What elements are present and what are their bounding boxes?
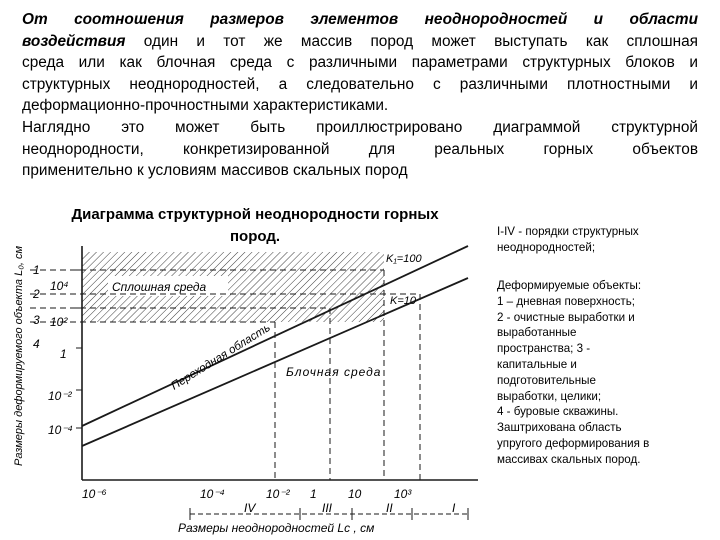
intro-paragraph bbox=[22, 9, 698, 182]
x-tick-label: 1 bbox=[310, 487, 317, 501]
paragraph-line-1: От соотношения размеров элементов неоднородностей и области bbox=[22, 11, 698, 28]
legend-objects-line: выработки, целики; bbox=[497, 389, 602, 403]
y-tick-label: 10² bbox=[50, 315, 68, 329]
paragraph-line-2: воздействия один и тот же массив пород может выступать как сплошная bbox=[22, 32, 698, 50]
object-level-1: 1 bbox=[33, 263, 40, 277]
order-IV: IV bbox=[244, 501, 256, 515]
object-level-4: 4 bbox=[33, 337, 40, 351]
y-tick-label: 10⁻² bbox=[48, 389, 72, 403]
object-level-3: 3 bbox=[33, 313, 40, 327]
legend-objects-line: капитальные и bbox=[497, 357, 577, 371]
paragraph-line-7: неоднородности, конкретизированной для реальных горных объектов bbox=[22, 140, 698, 158]
legend-objects bbox=[497, 278, 702, 468]
block-medium-label: Блочная среда bbox=[286, 365, 382, 379]
legend-objects-line: массивах скальных пород. bbox=[497, 452, 641, 466]
continuous-medium-label: Сплошная среда bbox=[112, 280, 207, 294]
diagram-title-line-2: пород. bbox=[229, 228, 281, 245]
transition-region-label: Переходная область bbox=[169, 321, 273, 393]
legend-objects-line: Заштрихована область bbox=[497, 421, 622, 435]
x-tick-label: 10⁻⁴ bbox=[200, 487, 225, 501]
x-axis-label: Размеры неоднородностей Lс , см bbox=[178, 521, 375, 535]
x-tick-label: 10³ bbox=[394, 487, 412, 501]
legend-objects-line: выработанные bbox=[497, 326, 577, 340]
legend-orders-line-2: неоднородностей; bbox=[497, 240, 596, 254]
x-tick-label: 10 bbox=[348, 487, 362, 501]
y-tick-label: 10⁻⁴ bbox=[48, 423, 73, 437]
order-II: II bbox=[386, 501, 393, 515]
object-level-2: 2 bbox=[33, 287, 40, 301]
order-III: III bbox=[322, 501, 333, 515]
legend-objects-line: подготовительные bbox=[497, 373, 596, 387]
legend-objects-line: упругого деформирования в bbox=[497, 436, 650, 450]
legend-orders-line-1: I-IV - порядки структурных bbox=[497, 225, 639, 238]
x-tick-label: 10⁻⁶ bbox=[82, 487, 107, 501]
x-tick-label: 10⁻² bbox=[266, 487, 290, 501]
paragraph-line-4: структурных неоднородностей, а следовательно с различными плотностными и bbox=[22, 75, 698, 93]
paragraph-line-5: деформационно-прочностными характеристиками. bbox=[22, 97, 389, 115]
y-tick-label: 10⁴ bbox=[50, 279, 69, 293]
y-tick-label: 1 bbox=[60, 347, 67, 361]
y-axis-label: Размеры деформируемого объекта L₀, см bbox=[13, 246, 25, 466]
k10-label: K=10 bbox=[390, 295, 416, 307]
legend-objects-line: 4 - буровые скважины. bbox=[497, 405, 619, 419]
legend-objects-line: 2 - очистные выработки и bbox=[497, 310, 635, 324]
structural-heterogeneity-diagram bbox=[0, 228, 492, 540]
order-I: I bbox=[452, 501, 456, 515]
paragraph-line-6: Наглядно это может быть проиллюстрировано диаграммой структурной bbox=[22, 118, 698, 136]
legend-objects-line: пространства; 3 - bbox=[497, 342, 591, 356]
k100-label: K₁=100 bbox=[386, 253, 422, 265]
diagram-title-line-1: Диаграмма структурной неоднородности горных bbox=[71, 206, 439, 223]
legend-objects-line: 1 – дневная поверхность; bbox=[497, 294, 635, 308]
paragraph-line-8: применительно к условиям массивов скальных пород bbox=[22, 162, 408, 180]
legend-orders bbox=[497, 224, 702, 256]
legend-objects-line: Деформируемые объекты: bbox=[497, 279, 642, 292]
paragraph-line-3: среда или как блочная среда с различными параметрами структурных блоков и bbox=[22, 54, 698, 72]
